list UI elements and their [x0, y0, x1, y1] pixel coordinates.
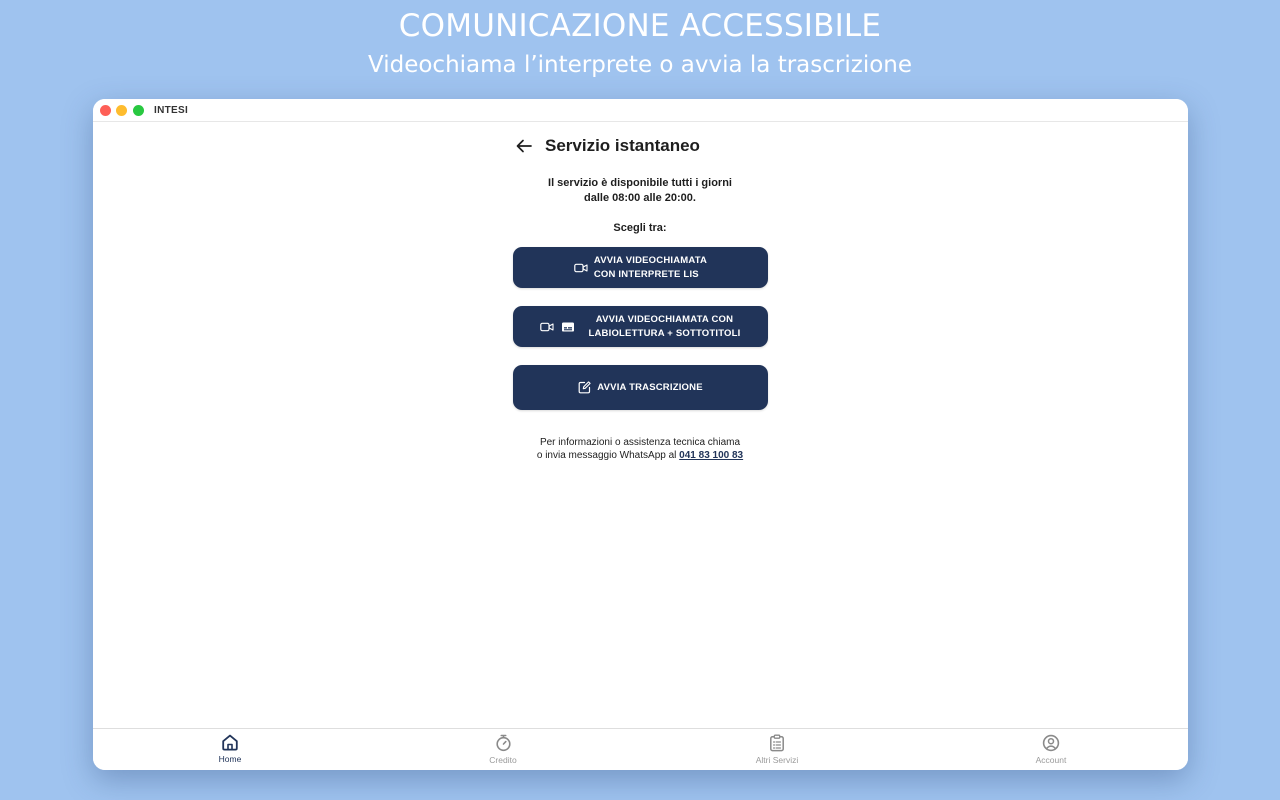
- tab-label: Credito: [489, 755, 517, 765]
- start-transcription-button[interactable]: [513, 365, 768, 410]
- tab-label: Account: [1035, 755, 1067, 765]
- user-circle-icon: [1042, 734, 1060, 752]
- clipboard-list-icon: [769, 734, 785, 752]
- page-title: Servizio istantaneo: [545, 136, 700, 155]
- home-icon: [221, 734, 239, 751]
- support-info-line-1: Per informazioni o assistenza tecnica chiama: [539, 437, 741, 448]
- availability-line-1: Il servizio è disponibile tutti i giorni: [548, 177, 732, 189]
- button-label: AVVIA VIDEOCHIAMATA CON INTERPRETE LIS: [593, 254, 708, 280]
- promo-title: COMUNICAZIONE ACCESSIBILE: [398, 8, 882, 44]
- tab-account[interactable]: [991, 734, 1111, 768]
- app-name: INTESI: [154, 105, 189, 116]
- start-lis-videocall-button[interactable]: [513, 247, 768, 288]
- close-window-button[interactable]: [100, 105, 111, 116]
- choose-label: Scegli tra:: [613, 222, 667, 234]
- start-lipreading-videocall-button[interactable]: [513, 306, 768, 347]
- video-camera-icon: [574, 263, 588, 273]
- arrow-left-icon: [516, 139, 532, 153]
- window-titlebar: [93, 99, 1188, 122]
- tab-home[interactable]: [170, 734, 290, 768]
- button-label: AVVIA VIDEOCHIAMATA CON LABIOLETTURA + SOTTOTITOLI: [588, 313, 741, 339]
- promo-subtitle: Videochiama l’interprete o avvia la trascrizione: [367, 52, 913, 78]
- button-label: AVVIA TRASCRIZIONE: [597, 381, 703, 393]
- tab-altri-servizi[interactable]: [717, 734, 837, 768]
- edit-note-icon: [578, 381, 591, 394]
- availability-text: [490, 176, 790, 206]
- back-button[interactable]: [514, 136, 534, 156]
- zoom-window-button[interactable]: [133, 105, 144, 116]
- app-window: [93, 99, 1188, 770]
- stopwatch-icon: [495, 734, 512, 752]
- subtitles-icon: [562, 322, 574, 332]
- bottom-tab-bar: [93, 728, 1188, 770]
- support-info: [490, 436, 790, 462]
- video-camera-icon: [540, 322, 554, 332]
- availability-line-2: dalle 08:00 alle 20:00.: [584, 192, 696, 204]
- tab-credito[interactable]: [443, 734, 563, 768]
- minimize-window-button[interactable]: [116, 105, 127, 116]
- tab-label: Home: [218, 754, 242, 764]
- support-info-line-2: o invia messaggio WhatsApp al 041 83 100 83: [536, 450, 744, 461]
- main-content: [93, 122, 1188, 728]
- tab-label: Altri Servizi: [755, 755, 799, 765]
- page-header: [514, 134, 700, 158]
- phone-link[interactable]: 041 83 100 83: [679, 450, 744, 461]
